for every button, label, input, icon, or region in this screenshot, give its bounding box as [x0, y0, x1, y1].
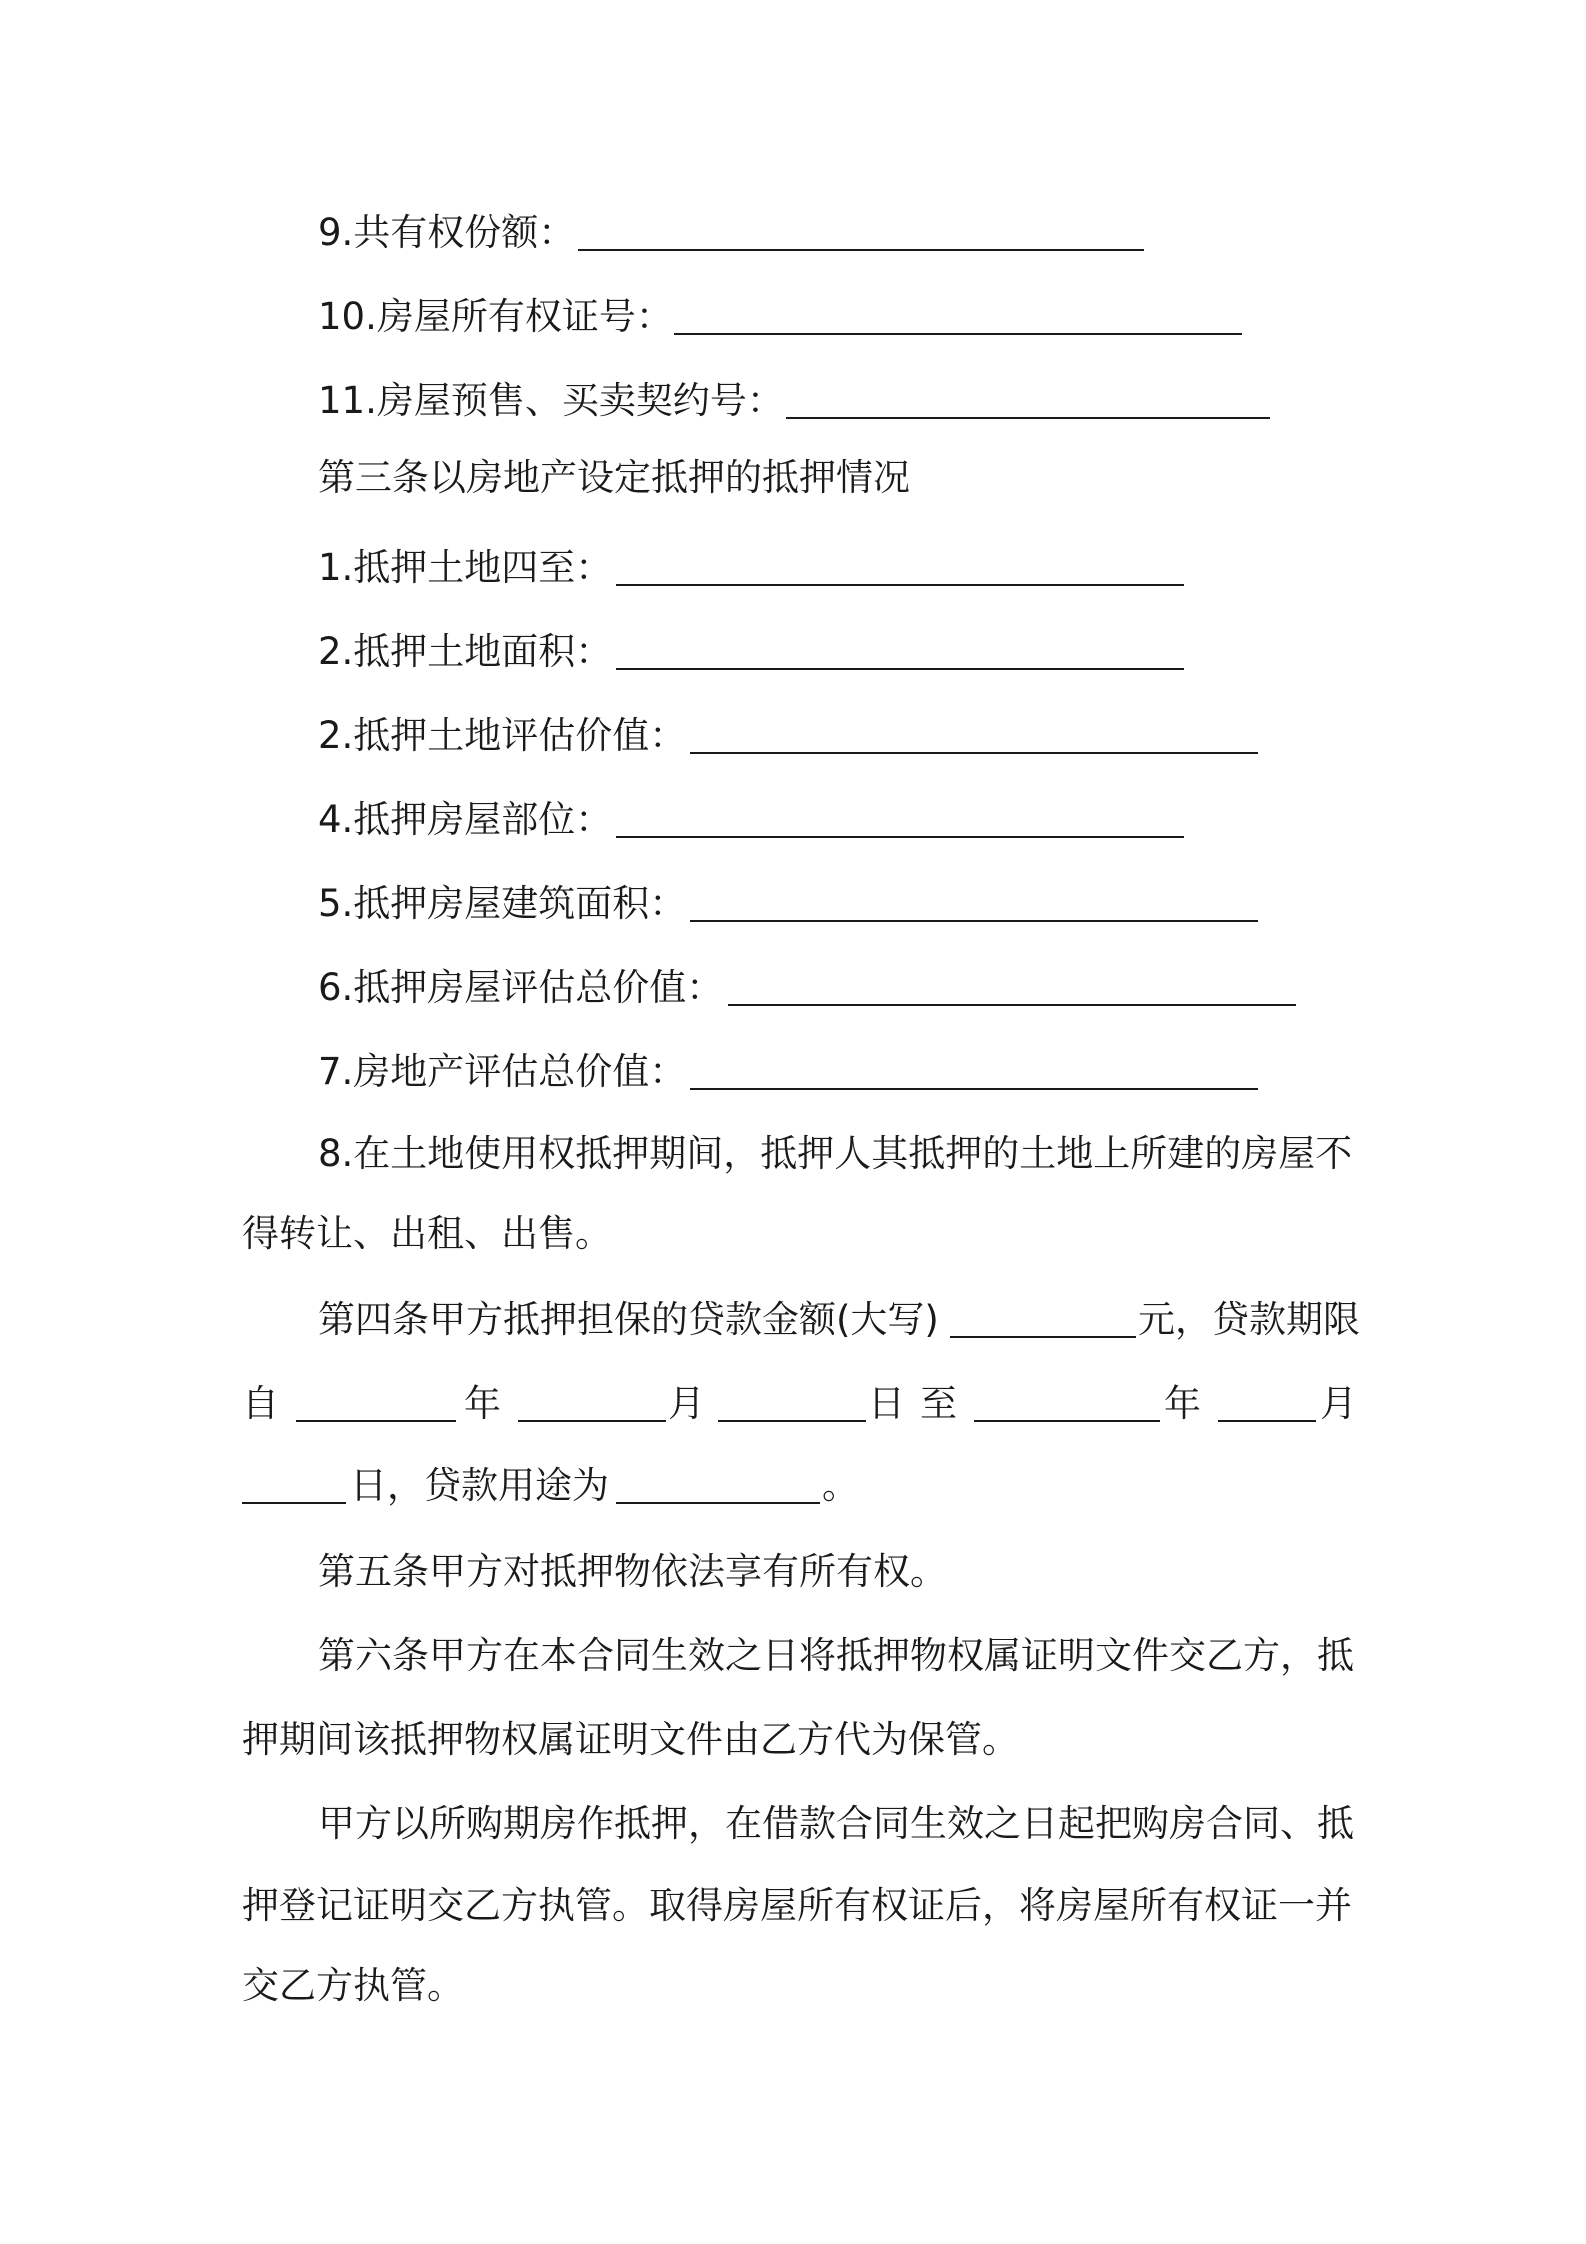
fill-in-blank[interactable]: [728, 958, 1296, 1018]
item-line: [0, 622, 1586, 682]
fill-in-blank[interactable]: [578, 203, 1144, 263]
section-6-line-1: 第六条甲方在本合同生效之日将抵押物权属证明文件交乙方，抵: [318, 1634, 1354, 1677]
item-line: [0, 287, 1586, 347]
fill-in-blank[interactable]: [690, 1042, 1258, 1102]
paragraph-line: [0, 1876, 1586, 1936]
section-3-title: 第三条以房地产设定抵押的抵押情况: [318, 456, 910, 499]
to-label: 至: [920, 1382, 957, 1425]
item-label: 5.抵押房屋建筑面积：: [318, 882, 687, 925]
paragraph-line: [0, 1204, 1586, 1264]
item-line: [0, 1042, 1586, 1102]
paragraph-line: [0, 1956, 1586, 2016]
fill-in-blank[interactable]: [616, 538, 1184, 598]
item-line: [0, 371, 1586, 431]
paragraph-line: [0, 1456, 1586, 1516]
loan-purpose-blank[interactable]: [616, 1456, 820, 1516]
final-paragraph-line-1: 甲方以所购期房作抵押，在借款合同生效之日起把购房合同、抵: [318, 1802, 1354, 1845]
day-label: 日: [868, 1382, 905, 1425]
section-4-text-a: 第四条甲方抵押担保的贷款金额(大写): [318, 1298, 939, 1341]
item-line: [0, 874, 1586, 934]
item-8-line-2: 得转让、出租、出售。: [242, 1212, 612, 1255]
paragraph-line: [0, 1542, 1586, 1602]
section-5-text: 第五条甲方对抵押物依法享有所有权。: [318, 1550, 947, 1593]
month-label: 月: [1320, 1382, 1357, 1425]
year-label: 年: [1164, 1382, 1201, 1425]
fill-in-blank[interactable]: [674, 287, 1242, 347]
fill-in-blank[interactable]: [616, 790, 1184, 850]
item-label: 1.抵押土地四至：: [318, 546, 613, 589]
paragraph-line: [0, 1374, 1586, 1434]
fill-in-blank[interactable]: [690, 706, 1258, 766]
paragraph-line: [0, 1710, 1586, 1770]
section-heading: [0, 448, 1586, 508]
item-label: 4.抵押房屋部位：: [318, 798, 613, 841]
section-4-text-c: 日，贷款用途为: [350, 1464, 609, 1507]
fill-in-blank[interactable]: [616, 622, 1184, 682]
month-label: 月: [668, 1382, 705, 1425]
final-paragraph-line-2: 押登记证明交乙方执管。取得房屋所有权证后，将房屋所有权证一并: [242, 1884, 1352, 1927]
section-4-text-b: 元，贷款期限: [1138, 1298, 1360, 1341]
end-year-blank[interactable]: [974, 1374, 1160, 1434]
paragraph-line: [0, 1794, 1586, 1854]
final-paragraph-line-3: 交乙方执管。: [242, 1964, 464, 2007]
start-year-blank[interactable]: [296, 1374, 456, 1434]
fill-in-blank[interactable]: [690, 874, 1258, 934]
paragraph-line: [0, 1290, 1586, 1350]
item-label: 11.房屋预售、买卖契约号：: [318, 379, 784, 422]
start-month-blank[interactable]: [518, 1374, 666, 1434]
paragraph-line: [0, 1124, 1586, 1184]
item-label: 7.房地产评估总价值：: [318, 1050, 687, 1093]
period-mark: 。: [822, 1464, 859, 1507]
start-day-blank[interactable]: [718, 1374, 866, 1434]
end-month-blank[interactable]: [1218, 1374, 1316, 1434]
item-8-line-1: 8.在土地使用权抵押期间，抵押人其抵押的土地上所建的房屋不: [318, 1132, 1353, 1175]
loan-amount-blank[interactable]: [950, 1290, 1136, 1350]
item-line: [0, 203, 1586, 263]
item-line: [0, 538, 1586, 598]
end-day-blank[interactable]: [242, 1456, 346, 1516]
fill-in-blank[interactable]: [786, 371, 1270, 431]
paragraph-line: [0, 1626, 1586, 1686]
item-line: [0, 958, 1586, 1018]
item-label: 9.共有权份额：: [318, 211, 576, 254]
year-label: 年: [464, 1382, 501, 1425]
from-label: 自: [242, 1382, 279, 1425]
item-label: 2.抵押土地评估价值：: [318, 714, 687, 757]
item-label: 2.抵押土地面积：: [318, 630, 613, 673]
section-6-line-2: 押期间该抵押物权属证明文件由乙方代为保管。: [242, 1718, 1019, 1761]
item-line: [0, 706, 1586, 766]
item-line: [0, 790, 1586, 850]
item-label: 10.房屋所有权证号：: [318, 295, 673, 338]
item-label: 6.抵押房屋评估总价值：: [318, 966, 724, 1009]
